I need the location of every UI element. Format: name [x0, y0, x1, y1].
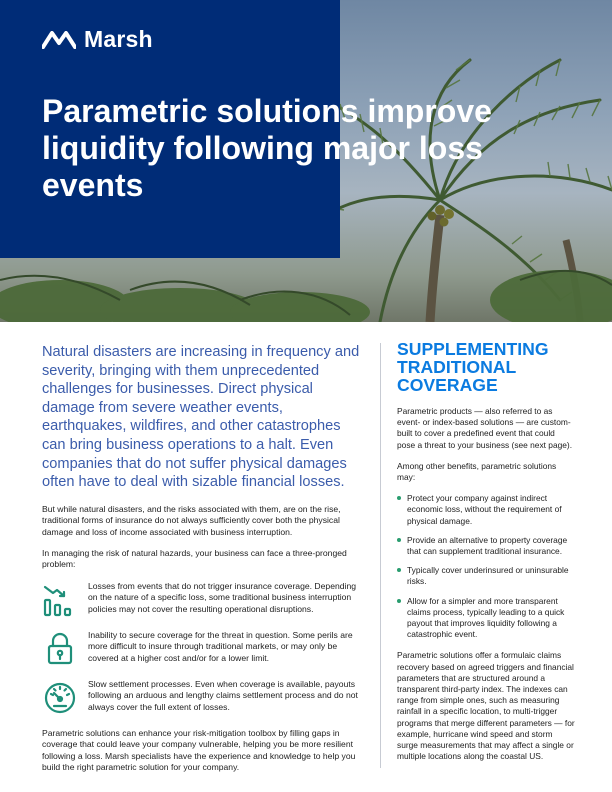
risk-item-uncovered-losses — [42, 581, 364, 618]
marsh-logo — [42, 26, 153, 53]
sidebar-column — [397, 340, 575, 772]
bullet-dot-icon — [397, 568, 401, 572]
sidebar-benefits-lead: Among other benefits, parametric solutions may: — [397, 460, 557, 483]
risk-text: Inability to secure coverage for the threat in question. Some perils are more difficult to insure through traditional markets, or may only be covered at a higher cost and/or for a lower limit. — [88, 629, 353, 663]
list-item: Typically cover underinsured or uninsurable risks. — [397, 565, 575, 587]
lock-icon — [42, 631, 78, 667]
marsh-logo-mark-icon — [42, 31, 76, 49]
chart-decline-icon — [42, 582, 78, 618]
benefits-list — [397, 493, 575, 640]
bullet-dot-icon — [397, 496, 401, 500]
bullet-dot-icon — [397, 599, 401, 603]
intro-paragraph: But while natural disasters, and the risks associated with them, are on the rise, traditional forms of insurance do not always sufficiently cover both the physical damage and loss of income associated with business interruption. — [42, 503, 341, 537]
gauge-icon — [42, 680, 78, 716]
brand-name: Marsh — [84, 26, 153, 52]
page-title: Parametric solutions improve liquidity following major loss events — [42, 93, 492, 203]
sidebar-heading: SUPPLEMENTING TRADITIONAL COVERAGE — [397, 339, 549, 395]
main-column — [42, 343, 364, 783]
risk-item-slow-settlement — [42, 679, 364, 716]
list-item: Protect your company against indirect economic loss, without the requirement of physical damage. — [397, 493, 575, 527]
column-divider — [380, 343, 381, 768]
sidebar-details: Parametric solutions offer a formulaic claims recovery based on agreed triggers and financial parameters that are structured around a transparent third-party index. The indexes can range from simple ones, such as measuring rainfall in a specific location, to multi-trigger programs that merge different parameters — for example, hurricane wind speed and storm surge measurements that may affect a single or multiple locations along the coastal US. — [397, 650, 575, 762]
list-item: Allow for a simpler and more transparent claims process, typically leading to a quick payout that improves liquidity following a catastrophic event. — [397, 596, 575, 641]
risk-item-coverage-inability — [42, 630, 364, 667]
closing-paragraph: Parametric solutions can enhance your risk-mitigation toolbox by filling gaps in coverage that could leave your company vulnerable, helping you be more resilient following a loss. Marsh specialists have the experience and knowledge to help you build the right parametric solution for your company. — [42, 727, 356, 772]
problem-paragraph: In managing the risk of natural hazards, your business can face a three-pronged problem: — [42, 547, 347, 570]
risk-text: Slow settlement processes. Even when coverage is available, payouts following an arduous and lengthy claims settlement process and do not always cover the full extent of losses. — [88, 678, 358, 712]
list-item: Provide an alternative to property coverage that can supplement traditional insurance. — [397, 535, 575, 557]
bullet-dot-icon — [397, 538, 401, 542]
risk-text: Losses from events that do not trigger insurance coverage. Depending on the nature of a specific loss, some traditional business interruption policies may not cover the resulting operational disruptions. — [88, 580, 356, 614]
lead-paragraph: Natural disasters are increasing in frequency and severity, bringing with them unprecedented challenges for businesses. Direct physical damage from severe weather events, earthquakes, wildfires, and other catastrophes can bring business operations to a halt. Even companies that do not suffer physical damages often have to deal with sizable financial losses. — [42, 344, 360, 491]
sidebar-intro: Parametric products — also referred to as event- or index-based solutions — are custom-built to cover a predefined event that could pose a threat to your business (see next page). — [397, 406, 573, 450]
hero-banner — [0, 0, 612, 322]
